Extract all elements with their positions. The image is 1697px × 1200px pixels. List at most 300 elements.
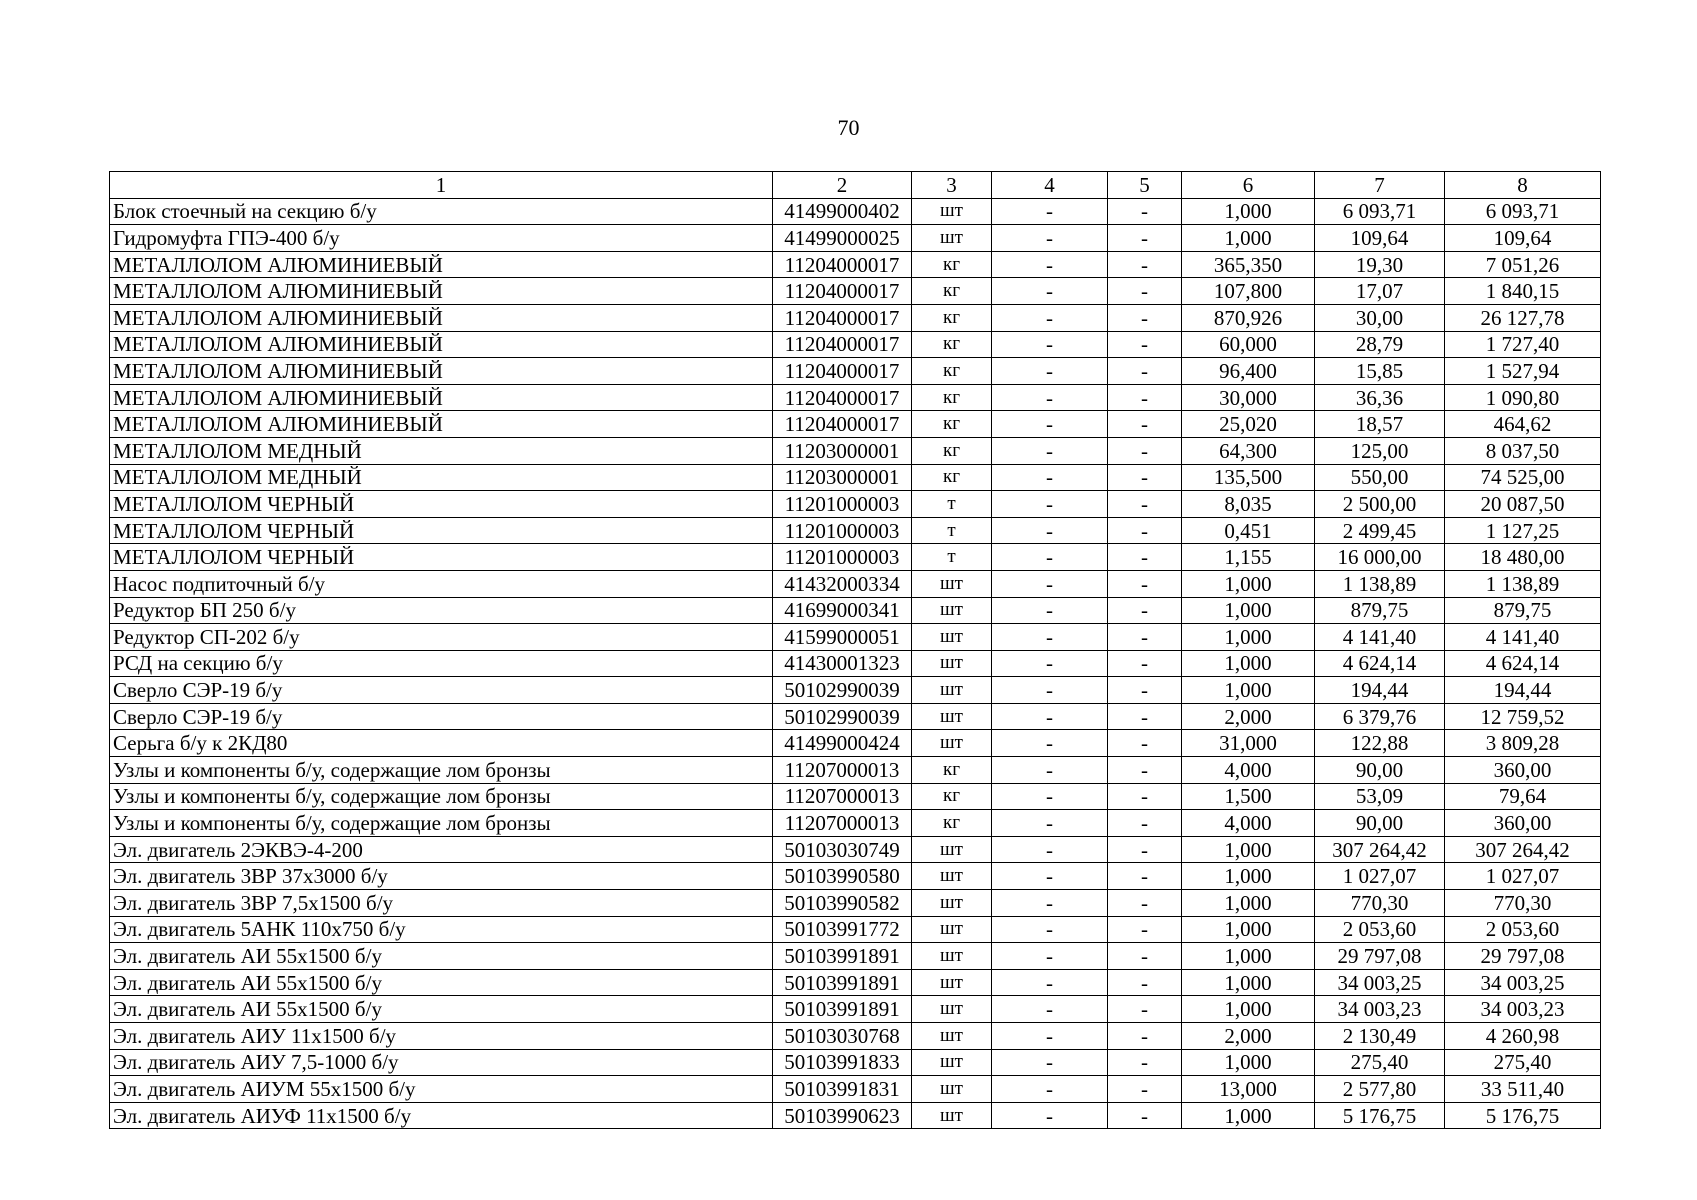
item-code-cell: 11204000017 (773, 331, 912, 358)
column-5-cell: - (1108, 251, 1182, 278)
column-5-cell: - (1108, 996, 1182, 1023)
quantity-cell: 30,000 (1182, 384, 1315, 411)
column-4-cell: - (992, 943, 1108, 970)
unit-cell: шт (912, 1049, 992, 1076)
table-row (110, 624, 1601, 651)
unit-cell: шт (912, 836, 992, 863)
amount-cell: 4 624,14 (1445, 650, 1601, 677)
unit-cell: кг (912, 251, 992, 278)
item-code-cell: 11207000013 (773, 810, 912, 837)
amount-cell: 20 087,50 (1445, 491, 1601, 518)
item-name-cell: МЕТАЛЛОЛОМ ЧЕРНЫЙ (110, 517, 773, 544)
item-name-cell: МЕТАЛЛОЛОМ АЛЮМИНИЕВЫЙ (110, 331, 773, 358)
item-code-cell: 11204000017 (773, 411, 912, 438)
column-5-cell: - (1108, 464, 1182, 491)
column-5-cell: - (1108, 624, 1182, 651)
quantity-cell: 1,000 (1182, 198, 1315, 225)
column-4-cell: - (992, 703, 1108, 730)
quantity-cell: 1,000 (1182, 677, 1315, 704)
column-5-cell: - (1108, 304, 1182, 331)
amount-cell: 4 141,40 (1445, 624, 1601, 651)
unit-cell: кг (912, 437, 992, 464)
table-row (110, 491, 1601, 518)
item-code-cell: 41430001323 (773, 650, 912, 677)
item-name-cell: Насос подпиточный б/у (110, 570, 773, 597)
table-row (110, 251, 1601, 278)
price-cell: 2 577,80 (1315, 1076, 1445, 1103)
table-row (110, 544, 1601, 571)
item-name-cell: МЕТАЛЛОЛОМ АЛЮМИНИЕВЫЙ (110, 304, 773, 331)
quantity-cell: 365,350 (1182, 251, 1315, 278)
item-code-cell: 50102990039 (773, 703, 912, 730)
column-5-cell: - (1108, 783, 1182, 810)
quantity-cell: 1,000 (1182, 570, 1315, 597)
price-cell: 36,36 (1315, 384, 1445, 411)
column-header: 6 (1182, 172, 1315, 199)
item-code-cell: 11201000003 (773, 491, 912, 518)
column-4-cell: - (992, 304, 1108, 331)
quantity-cell: 31,000 (1182, 730, 1315, 757)
price-cell: 2 130,49 (1315, 1023, 1445, 1050)
column-5-cell: - (1108, 650, 1182, 677)
unit-cell: шт (912, 916, 992, 943)
column-5-cell: - (1108, 757, 1182, 784)
price-cell: 6 093,71 (1315, 198, 1445, 225)
unit-cell: кг (912, 278, 992, 305)
item-name-cell: МЕТАЛЛОЛОМ МЕДНЫЙ (110, 464, 773, 491)
quantity-cell: 60,000 (1182, 331, 1315, 358)
column-4-cell: - (992, 278, 1108, 305)
table-body (110, 198, 1601, 1129)
item-code-cell: 50103990623 (773, 1102, 912, 1129)
column-5-cell: - (1108, 1076, 1182, 1103)
quantity-cell: 96,400 (1182, 358, 1315, 385)
unit-cell: т (912, 517, 992, 544)
column-5-cell: - (1108, 491, 1182, 518)
quantity-cell: 870,926 (1182, 304, 1315, 331)
unit-cell: шт (912, 996, 992, 1023)
table-row (110, 916, 1601, 943)
item-code-cell: 11203000001 (773, 437, 912, 464)
item-name-cell: Сверло СЭР-19 б/у (110, 677, 773, 704)
amount-cell: 34 003,23 (1445, 996, 1601, 1023)
item-code-cell: 41599000051 (773, 624, 912, 651)
item-name-cell: Редуктор БП 250 б/у (110, 597, 773, 624)
amount-cell: 18 480,00 (1445, 544, 1601, 571)
item-name-cell: МЕТАЛЛОЛОМ АЛЮМИНИЕВЫЙ (110, 411, 773, 438)
column-5-cell: - (1108, 810, 1182, 837)
quantity-cell: 1,000 (1182, 836, 1315, 863)
price-cell: 30,00 (1315, 304, 1445, 331)
unit-cell: шт (912, 198, 992, 225)
table-row (110, 650, 1601, 677)
column-4-cell: - (992, 491, 1108, 518)
item-name-cell: РСД на секцию б/у (110, 650, 773, 677)
column-4-cell: - (992, 1076, 1108, 1103)
table-row (110, 996, 1601, 1023)
price-cell: 1 027,07 (1315, 863, 1445, 890)
price-cell: 18,57 (1315, 411, 1445, 438)
column-4-cell: - (992, 624, 1108, 651)
amount-cell: 33 511,40 (1445, 1076, 1601, 1103)
amount-cell: 8 037,50 (1445, 437, 1601, 464)
price-cell: 4 624,14 (1315, 650, 1445, 677)
column-5-cell: - (1108, 890, 1182, 917)
item-name-cell: Эл. двигатель АИУ 7,5-1000 б/у (110, 1049, 773, 1076)
quantity-cell: 1,000 (1182, 225, 1315, 252)
unit-cell: шт (912, 570, 992, 597)
price-cell: 90,00 (1315, 810, 1445, 837)
quantity-cell: 2,000 (1182, 1023, 1315, 1050)
price-cell: 194,44 (1315, 677, 1445, 704)
quantity-cell: 1,000 (1182, 1049, 1315, 1076)
item-code-cell: 50103990582 (773, 890, 912, 917)
unit-cell: шт (912, 969, 992, 996)
column-5-cell: - (1108, 1049, 1182, 1076)
amount-cell: 1 127,25 (1445, 517, 1601, 544)
column-5-cell: - (1108, 411, 1182, 438)
column-5-cell: - (1108, 703, 1182, 730)
quantity-cell: 13,000 (1182, 1076, 1315, 1103)
unit-cell: шт (912, 1076, 992, 1103)
column-5-cell: - (1108, 916, 1182, 943)
column-4-cell: - (992, 198, 1108, 225)
table-row (110, 464, 1601, 491)
quantity-cell: 1,000 (1182, 890, 1315, 917)
item-code-cell: 41499000424 (773, 730, 912, 757)
quantity-cell: 4,000 (1182, 757, 1315, 784)
price-cell: 1 138,89 (1315, 570, 1445, 597)
item-name-cell: Узлы и компоненты б/у, содержащие лом бронзы (110, 810, 773, 837)
item-code-cell: 11204000017 (773, 278, 912, 305)
unit-cell: шт (912, 650, 992, 677)
amount-cell: 1 027,07 (1445, 863, 1601, 890)
table-row (110, 570, 1601, 597)
amount-cell: 194,44 (1445, 677, 1601, 704)
item-name-cell: Эл. двигатель 3ВР 7,5х1500 б/у (110, 890, 773, 917)
item-name-cell: Гидромуфта ГПЭ-400 б/у (110, 225, 773, 252)
price-cell: 109,64 (1315, 225, 1445, 252)
price-cell: 53,09 (1315, 783, 1445, 810)
column-5-cell: - (1108, 544, 1182, 571)
amount-cell: 1 840,15 (1445, 278, 1601, 305)
column-5-cell: - (1108, 225, 1182, 252)
amount-cell: 360,00 (1445, 757, 1601, 784)
price-cell: 125,00 (1315, 437, 1445, 464)
unit-cell: кг (912, 757, 992, 784)
quantity-cell: 1,155 (1182, 544, 1315, 571)
price-cell: 122,88 (1315, 730, 1445, 757)
column-4-cell: - (992, 916, 1108, 943)
column-4-cell: - (992, 517, 1108, 544)
column-4-cell: - (992, 810, 1108, 837)
table-row (110, 358, 1601, 385)
column-5-cell: - (1108, 863, 1182, 890)
table-row (110, 730, 1601, 757)
unit-cell: кг (912, 331, 992, 358)
unit-cell: кг (912, 384, 992, 411)
column-4-cell: - (992, 650, 1108, 677)
amount-cell: 29 797,08 (1445, 943, 1601, 970)
price-cell: 879,75 (1315, 597, 1445, 624)
amount-cell: 12 759,52 (1445, 703, 1601, 730)
unit-cell: шт (912, 1102, 992, 1129)
item-code-cell: 50103991891 (773, 996, 912, 1023)
item-name-cell: Эл. двигатель 3ВР 37х3000 б/у (110, 863, 773, 890)
unit-cell: шт (912, 863, 992, 890)
column-4-cell: - (992, 730, 1108, 757)
price-cell: 34 003,23 (1315, 996, 1445, 1023)
item-code-cell: 11201000003 (773, 544, 912, 571)
amount-cell: 26 127,78 (1445, 304, 1601, 331)
quantity-cell: 2,000 (1182, 703, 1315, 730)
quantity-cell: 4,000 (1182, 810, 1315, 837)
amount-cell: 275,40 (1445, 1049, 1601, 1076)
column-5-cell: - (1108, 1023, 1182, 1050)
item-name-cell: МЕТАЛЛОЛОМ ЧЕРНЫЙ (110, 544, 773, 571)
unit-cell: т (912, 544, 992, 571)
item-code-cell: 11207000013 (773, 783, 912, 810)
column-4-cell: - (992, 1049, 1108, 1076)
amount-cell: 360,00 (1445, 810, 1601, 837)
amount-cell: 1 090,80 (1445, 384, 1601, 411)
item-code-cell: 41499000402 (773, 198, 912, 225)
column-5-cell: - (1108, 943, 1182, 970)
column-5-cell: - (1108, 1102, 1182, 1129)
column-4-cell: - (992, 1023, 1108, 1050)
column-header: 4 (992, 172, 1108, 199)
unit-cell: шт (912, 890, 992, 917)
item-code-cell: 41499000025 (773, 225, 912, 252)
column-5-cell: - (1108, 437, 1182, 464)
column-4-cell: - (992, 437, 1108, 464)
unit-cell: кг (912, 810, 992, 837)
item-name-cell: МЕТАЛЛОЛОМ ЧЕРНЫЙ (110, 491, 773, 518)
amount-cell: 6 093,71 (1445, 198, 1601, 225)
price-cell: 2 500,00 (1315, 491, 1445, 518)
item-name-cell: Эл. двигатель АИ 55х1500 б/у (110, 943, 773, 970)
column-number-header-row (110, 172, 1601, 199)
amount-cell: 4 260,98 (1445, 1023, 1601, 1050)
quantity-cell: 135,500 (1182, 464, 1315, 491)
page-number: 70 (837, 115, 860, 140)
price-cell: 90,00 (1315, 757, 1445, 784)
unit-cell: шт (912, 703, 992, 730)
item-code-cell: 50103991891 (773, 969, 912, 996)
unit-cell: шт (912, 677, 992, 704)
table-row (110, 863, 1601, 890)
price-cell: 770,30 (1315, 890, 1445, 917)
unit-cell: кг (912, 358, 992, 385)
item-code-cell: 50103991831 (773, 1076, 912, 1103)
amount-cell: 1 727,40 (1445, 331, 1601, 358)
amount-cell: 1 138,89 (1445, 570, 1601, 597)
price-cell: 6 379,76 (1315, 703, 1445, 730)
column-5-cell: - (1108, 384, 1182, 411)
item-code-cell: 50103030749 (773, 836, 912, 863)
quantity-cell: 1,000 (1182, 597, 1315, 624)
column-5-cell: - (1108, 836, 1182, 863)
quantity-cell: 1,000 (1182, 996, 1315, 1023)
amount-cell: 464,62 (1445, 411, 1601, 438)
column-4-cell: - (992, 570, 1108, 597)
inventory-table (109, 171, 1601, 1129)
amount-cell: 79,64 (1445, 783, 1601, 810)
column-header: 1 (110, 172, 773, 199)
item-code-cell: 11203000001 (773, 464, 912, 491)
quantity-cell: 25,020 (1182, 411, 1315, 438)
item-name-cell: МЕТАЛЛОЛОМ АЛЮМИНИЕВЫЙ (110, 278, 773, 305)
column-5-cell: - (1108, 331, 1182, 358)
amount-cell: 109,64 (1445, 225, 1601, 252)
item-name-cell: МЕТАЛЛОЛОМ АЛЮМИНИЕВЫЙ (110, 358, 773, 385)
column-4-cell: - (992, 251, 1108, 278)
quantity-cell: 1,500 (1182, 783, 1315, 810)
quantity-cell: 1,000 (1182, 1102, 1315, 1129)
item-code-cell: 11204000017 (773, 251, 912, 278)
table-row (110, 757, 1601, 784)
table-row (110, 517, 1601, 544)
price-cell: 29 797,08 (1315, 943, 1445, 970)
table-row (110, 810, 1601, 837)
column-5-cell: - (1108, 597, 1182, 624)
item-name-cell: МЕТАЛЛОЛОМ МЕДНЫЙ (110, 437, 773, 464)
table-row (110, 836, 1601, 863)
table-row (110, 331, 1601, 358)
unit-cell: шт (912, 624, 992, 651)
table-row (110, 225, 1601, 252)
item-code-cell: 41699000341 (773, 597, 912, 624)
item-code-cell: 50103990580 (773, 863, 912, 890)
item-name-cell: МЕТАЛЛОЛОМ АЛЮМИНИЕВЫЙ (110, 251, 773, 278)
item-name-cell: Блок стоечный на секцию б/у (110, 198, 773, 225)
amount-cell: 307 264,42 (1445, 836, 1601, 863)
price-cell: 16 000,00 (1315, 544, 1445, 571)
price-cell: 307 264,42 (1315, 836, 1445, 863)
unit-cell: шт (912, 597, 992, 624)
table-row (110, 1076, 1601, 1103)
price-cell: 34 003,25 (1315, 969, 1445, 996)
column-header: 8 (1445, 172, 1601, 199)
unit-cell: кг (912, 411, 992, 438)
table-row (110, 437, 1601, 464)
column-4-cell: - (992, 890, 1108, 917)
unit-cell: шт (912, 943, 992, 970)
item-code-cell: 11204000017 (773, 358, 912, 385)
amount-cell: 74 525,00 (1445, 464, 1601, 491)
item-name-cell: МЕТАЛЛОЛОМ АЛЮМИНИЕВЫЙ (110, 384, 773, 411)
column-4-cell: - (992, 757, 1108, 784)
table-row (110, 1049, 1601, 1076)
amount-cell: 770,30 (1445, 890, 1601, 917)
item-name-cell: Узлы и компоненты б/у, содержащие лом бронзы (110, 757, 773, 784)
column-4-cell: - (992, 783, 1108, 810)
item-name-cell: Эл. двигатель 5АНК 110х750 б/у (110, 916, 773, 943)
column-header: 2 (773, 172, 912, 199)
item-code-cell: 50103991891 (773, 943, 912, 970)
price-cell: 4 141,40 (1315, 624, 1445, 651)
item-name-cell: Редуктор СП-202 б/у (110, 624, 773, 651)
item-name-cell: Серьга б/у к 2КД80 (110, 730, 773, 757)
column-5-cell: - (1108, 730, 1182, 757)
column-5-cell: - (1108, 517, 1182, 544)
table-row (110, 677, 1601, 704)
item-code-cell: 50103991833 (773, 1049, 912, 1076)
table-row (110, 703, 1601, 730)
amount-cell: 1 527,94 (1445, 358, 1601, 385)
unit-cell: шт (912, 225, 992, 252)
price-cell: 2 053,60 (1315, 916, 1445, 943)
amount-cell: 5 176,75 (1445, 1102, 1601, 1129)
item-name-cell: Эл. двигатель АИ 55х1500 б/у (110, 969, 773, 996)
item-code-cell: 50102990039 (773, 677, 912, 704)
unit-cell: шт (912, 730, 992, 757)
column-5-cell: - (1108, 570, 1182, 597)
price-cell: 15,85 (1315, 358, 1445, 385)
price-cell: 28,79 (1315, 331, 1445, 358)
quantity-cell: 1,000 (1182, 624, 1315, 651)
item-name-cell: Узлы и компоненты б/у, содержащие лом бронзы (110, 783, 773, 810)
table-row (110, 304, 1601, 331)
column-4-cell: - (992, 677, 1108, 704)
item-name-cell: Эл. двигатель АИ 55х1500 б/у (110, 996, 773, 1023)
column-4-cell: - (992, 544, 1108, 571)
item-code-cell: 11207000013 (773, 757, 912, 784)
column-5-cell: - (1108, 198, 1182, 225)
item-code-cell: 50103030768 (773, 1023, 912, 1050)
amount-cell: 2 053,60 (1445, 916, 1601, 943)
table-row (110, 1023, 1601, 1050)
item-code-cell: 11204000017 (773, 384, 912, 411)
quantity-cell: 1,000 (1182, 916, 1315, 943)
column-4-cell: - (992, 358, 1108, 385)
unit-cell: кг (912, 304, 992, 331)
unit-cell: т (912, 491, 992, 518)
item-code-cell: 11201000003 (773, 517, 912, 544)
unit-cell: кг (912, 464, 992, 491)
quantity-cell: 0,451 (1182, 517, 1315, 544)
column-header: 3 (912, 172, 992, 199)
item-code-cell: 11204000017 (773, 304, 912, 331)
column-4-cell: - (992, 836, 1108, 863)
table-row (110, 198, 1601, 225)
price-cell: 17,07 (1315, 278, 1445, 305)
table-row (110, 943, 1601, 970)
column-5-cell: - (1108, 278, 1182, 305)
column-4-cell: - (992, 597, 1108, 624)
column-header: 5 (1108, 172, 1182, 199)
quantity-cell: 64,300 (1182, 437, 1315, 464)
price-cell: 550,00 (1315, 464, 1445, 491)
table-row (110, 597, 1601, 624)
price-cell: 19,30 (1315, 251, 1445, 278)
amount-cell: 3 809,28 (1445, 730, 1601, 757)
column-4-cell: - (992, 411, 1108, 438)
column-4-cell: - (992, 863, 1108, 890)
table-row (110, 783, 1601, 810)
amount-cell: 7 051,26 (1445, 251, 1601, 278)
quantity-cell: 1,000 (1182, 650, 1315, 677)
item-code-cell: 50103991772 (773, 916, 912, 943)
unit-cell: кг (912, 783, 992, 810)
item-code-cell: 41432000334 (773, 570, 912, 597)
unit-cell: шт (912, 1023, 992, 1050)
column-4-cell: - (992, 969, 1108, 996)
quantity-cell: 107,800 (1182, 278, 1315, 305)
price-cell: 2 499,45 (1315, 517, 1445, 544)
table-row (110, 969, 1601, 996)
quantity-cell: 1,000 (1182, 943, 1315, 970)
